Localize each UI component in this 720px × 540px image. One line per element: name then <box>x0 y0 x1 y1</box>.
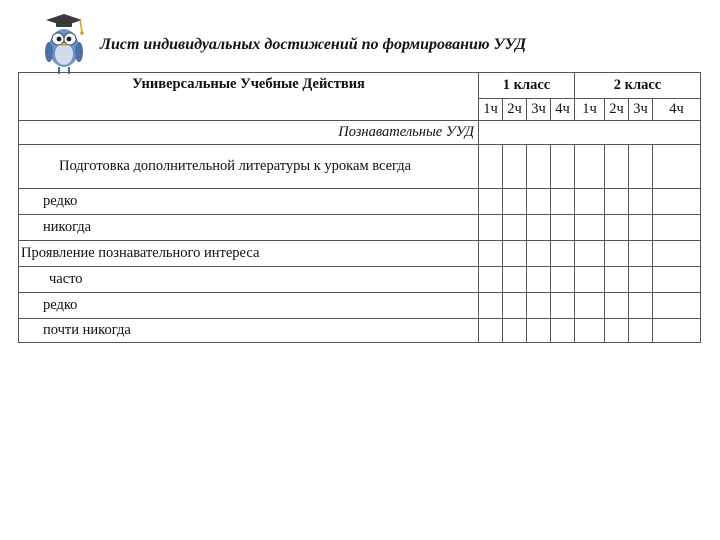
grade-cell[interactable] <box>503 145 527 189</box>
section-title: Познавательные УУД <box>19 121 479 145</box>
grade-cell[interactable] <box>653 319 701 343</box>
grade-cell[interactable] <box>551 145 575 189</box>
grade-cell[interactable] <box>575 241 605 267</box>
grade-cell[interactable] <box>653 189 701 215</box>
quarter-header: 4ч <box>653 99 701 121</box>
row-label: Проявление познавательного интереса <box>19 241 479 267</box>
row-label: редко <box>19 189 479 215</box>
grade-cell[interactable] <box>527 189 551 215</box>
table-row <box>19 189 701 215</box>
grade-cell[interactable] <box>575 145 605 189</box>
achievements-table <box>18 72 701 343</box>
grade-cell[interactable] <box>527 145 551 189</box>
table-row <box>19 215 701 241</box>
grade-cell[interactable] <box>503 267 527 293</box>
grade-cell[interactable] <box>479 215 503 241</box>
table-row <box>19 293 701 319</box>
grade-cell[interactable] <box>503 293 527 319</box>
grade-cell[interactable] <box>605 293 629 319</box>
row-label: редко <box>19 293 479 319</box>
row-label: часто <box>19 267 479 293</box>
grade-cell[interactable] <box>575 267 605 293</box>
grade-cell[interactable] <box>629 319 653 343</box>
grade-cell[interactable] <box>479 189 503 215</box>
section-empty-cell <box>479 121 701 145</box>
quarter-header: 4ч <box>551 99 575 121</box>
grade-cell[interactable] <box>527 319 551 343</box>
quarter-header: 2ч <box>605 99 629 121</box>
grade-cell[interactable] <box>551 319 575 343</box>
quarter-header: 3ч <box>527 99 551 121</box>
grade-cell[interactable] <box>503 319 527 343</box>
row-label: никогда <box>19 215 479 241</box>
grade-cell[interactable] <box>479 293 503 319</box>
grade-cell[interactable] <box>605 241 629 267</box>
grade-cell[interactable] <box>551 215 575 241</box>
grade-cell[interactable] <box>629 145 653 189</box>
grade-cell[interactable] <box>551 189 575 215</box>
grade-cell[interactable] <box>527 215 551 241</box>
table-row <box>19 241 701 267</box>
grade-cell[interactable] <box>575 189 605 215</box>
grade-cell[interactable] <box>479 241 503 267</box>
quarter-header: 1ч <box>575 99 605 121</box>
grade-cell[interactable] <box>605 145 629 189</box>
quarter-header: 3ч <box>629 99 653 121</box>
grade-cell[interactable] <box>575 215 605 241</box>
grade-cell[interactable] <box>503 215 527 241</box>
grade-cell[interactable] <box>503 189 527 215</box>
grade-cell[interactable] <box>551 267 575 293</box>
row-label: почти никогда <box>19 319 479 343</box>
grade-cell[interactable] <box>629 241 653 267</box>
grade-cell[interactable] <box>575 293 605 319</box>
grade-cell[interactable] <box>527 293 551 319</box>
column-header-class-2: 2 класс <box>575 73 701 99</box>
grade-cell[interactable] <box>629 293 653 319</box>
grade-cell[interactable] <box>479 319 503 343</box>
grade-cell[interactable] <box>551 293 575 319</box>
grade-cell[interactable] <box>527 241 551 267</box>
grade-cell[interactable] <box>503 241 527 267</box>
table-row <box>19 145 701 189</box>
grade-cell[interactable] <box>479 267 503 293</box>
grade-cell[interactable] <box>629 189 653 215</box>
quarter-header: 1ч <box>479 99 503 121</box>
grade-cell[interactable] <box>527 267 551 293</box>
grade-cell[interactable] <box>653 267 701 293</box>
table-row <box>19 319 701 343</box>
grade-cell[interactable] <box>653 145 701 189</box>
row-label: Подготовка дополнительной литературы к урокам всегда <box>19 145 479 189</box>
grade-cell[interactable] <box>653 293 701 319</box>
page-title: Лист индивидуальных достижений по формированию УУД <box>100 36 527 53</box>
grade-cell[interactable] <box>605 189 629 215</box>
grade-cell[interactable] <box>653 241 701 267</box>
owl-graduate-icon <box>38 12 90 76</box>
grade-cell[interactable] <box>479 145 503 189</box>
grade-cell[interactable] <box>551 241 575 267</box>
table-row <box>19 267 701 293</box>
grade-cell[interactable] <box>605 215 629 241</box>
grade-cell[interactable] <box>629 267 653 293</box>
quarter-header: 2ч <box>503 99 527 121</box>
grade-cell[interactable] <box>575 319 605 343</box>
column-header-class-1: 1 класс <box>479 73 575 99</box>
grade-cell[interactable] <box>605 319 629 343</box>
grade-cell[interactable] <box>605 267 629 293</box>
column-header-uud: Универсальные Учебные Действия <box>19 73 479 121</box>
grade-cell[interactable] <box>629 215 653 241</box>
grade-cell[interactable] <box>653 215 701 241</box>
